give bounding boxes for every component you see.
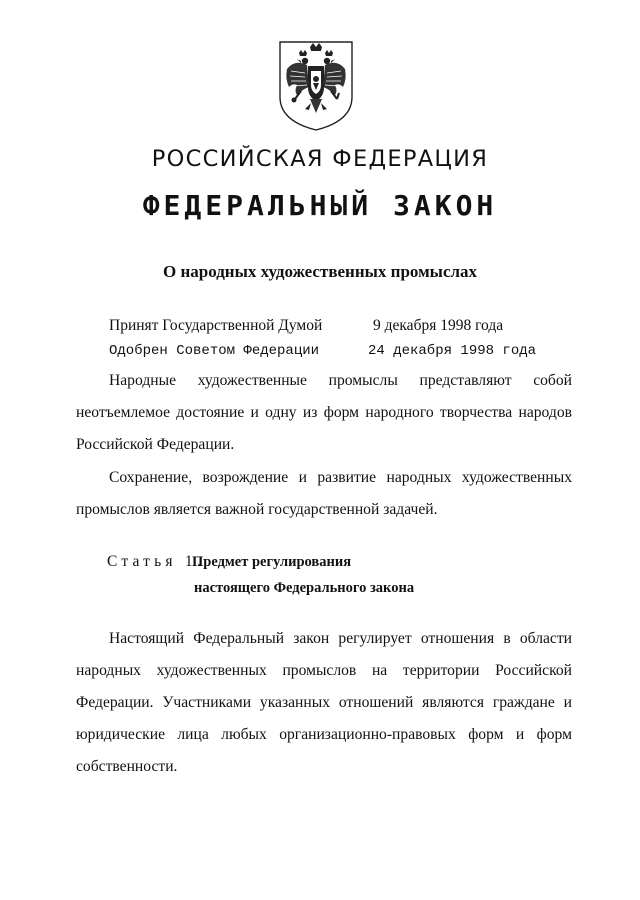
article-number: Статья 1. <box>107 553 205 570</box>
preamble-paragraph-2: Сохранение, возрождение и развитие народных художественных промыслов является важной государственной задачей. <box>76 469 572 518</box>
approved-date: 24 декабря 1998 года <box>368 343 537 359</box>
document-type: ФЕДЕРАЛЬНЫЙ ЗАКОН <box>142 189 498 222</box>
article-1-text: Настоящий Федеральный закон регулирует отношения в области народных художественных промыслов на территории Российской Федерации. Участниками указанных отношений являются граждане и юридические лица любых организационно-правовых форм и форм собственности. <box>76 630 572 775</box>
state-title: РОССИЙСКАЯ ФЕДЕРАЦИЯ <box>151 146 489 172</box>
adopted-label: Принят Государственной Думой <box>109 317 323 334</box>
law-title: О народных художественных промыслах <box>162 262 478 281</box>
article-heading-line-2: настоящего Федерального закона <box>194 580 415 596</box>
coat-of-arms-icon <box>277 39 355 132</box>
approved-label: Одобрен Советом Федерации <box>109 343 320 359</box>
article-heading-line-1: Предмет регулирования <box>192 554 352 570</box>
adopted-date: 9 декабря 1998 года <box>373 317 504 334</box>
preamble-paragraph-1: Народные художественные промыслы представляют собой неотъемлемое достояние и одну из форм народного творчества народов Российской Федерации. <box>76 372 572 453</box>
article-heading <box>192 549 422 601</box>
